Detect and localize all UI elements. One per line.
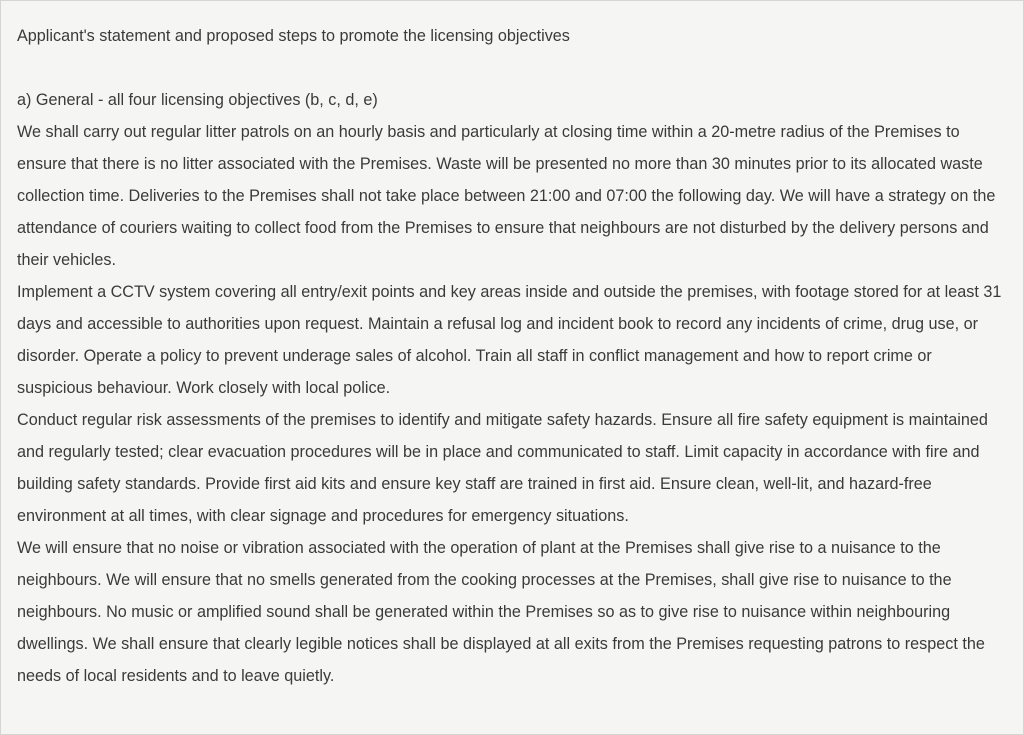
- section-title: a) General - all four licensing objectives (b, c, d, e): [17, 91, 378, 109]
- statement-heading: Applicant's statement and proposed steps to promote the licensing objectives: [17, 27, 570, 45]
- heading-spacer: [17, 52, 1007, 84]
- paragraph-litter-waste-deliveries: We shall carry out regular litter patrols on an hourly basis and particularly at closing time within a 20-metre radius of the Premises to ensure that there is no litter associated with the Premises. Waste will be presented no more than 30 minutes prior to its allocated waste collection time. Deliveries to the Premises shall not take place between 21:00 and 07:00 the following day. We will have a strategy on the attendance of couriers waiting to collect food from the Premises to ensure that neighbours are not disturbed by the delivery persons and their vehicles.: [17, 123, 996, 269]
- paragraph-cctv-crime: Implement a CCTV system covering all entry/exit points and key areas inside and outside the premises, with footage stored for at least 31 days and accessible to authorities upon request. Maintain a refusal log and incident book to record any incidents of crime, drug use, or disorder. Operate a policy to prevent underage sales of alcohol. Train all staff in conflict management and how to report crime or suspicious behaviour. Work closely with local police.: [17, 283, 1002, 397]
- paragraph-noise-nuisance: We will ensure that no noise or vibration associated with the operation of plant at the Premises shall give rise to a nuisance to the neighbours. We will ensure that no smells generated from the cooking processes at the Premises, shall give rise to nuisance to the neighbours. No music or amplified sound shall be generated within the Premises so as to give rise to nuisance within neighbouring dwellings. We shall ensure that clearly legible notices shall be displayed at all exits from the Premises requesting patrons to respect the needs of local residents and to leave quietly.: [17, 539, 985, 685]
- statement-content: [1, 1, 1023, 692]
- paragraph-safety: Conduct regular risk assessments of the premises to identify and mitigate safety hazards. Ensure all fire safety equipment is maintained and regularly tested; clear evacuation procedures will be in place and communicated to staff. Limit capacity in accordance with fire and building safety standards. Provide first aid kits and ensure key staff are trained in first aid. Ensure clean, well-lit, and hazard-free environment at all times, with clear signage and procedures for emergency situations.: [17, 411, 988, 525]
